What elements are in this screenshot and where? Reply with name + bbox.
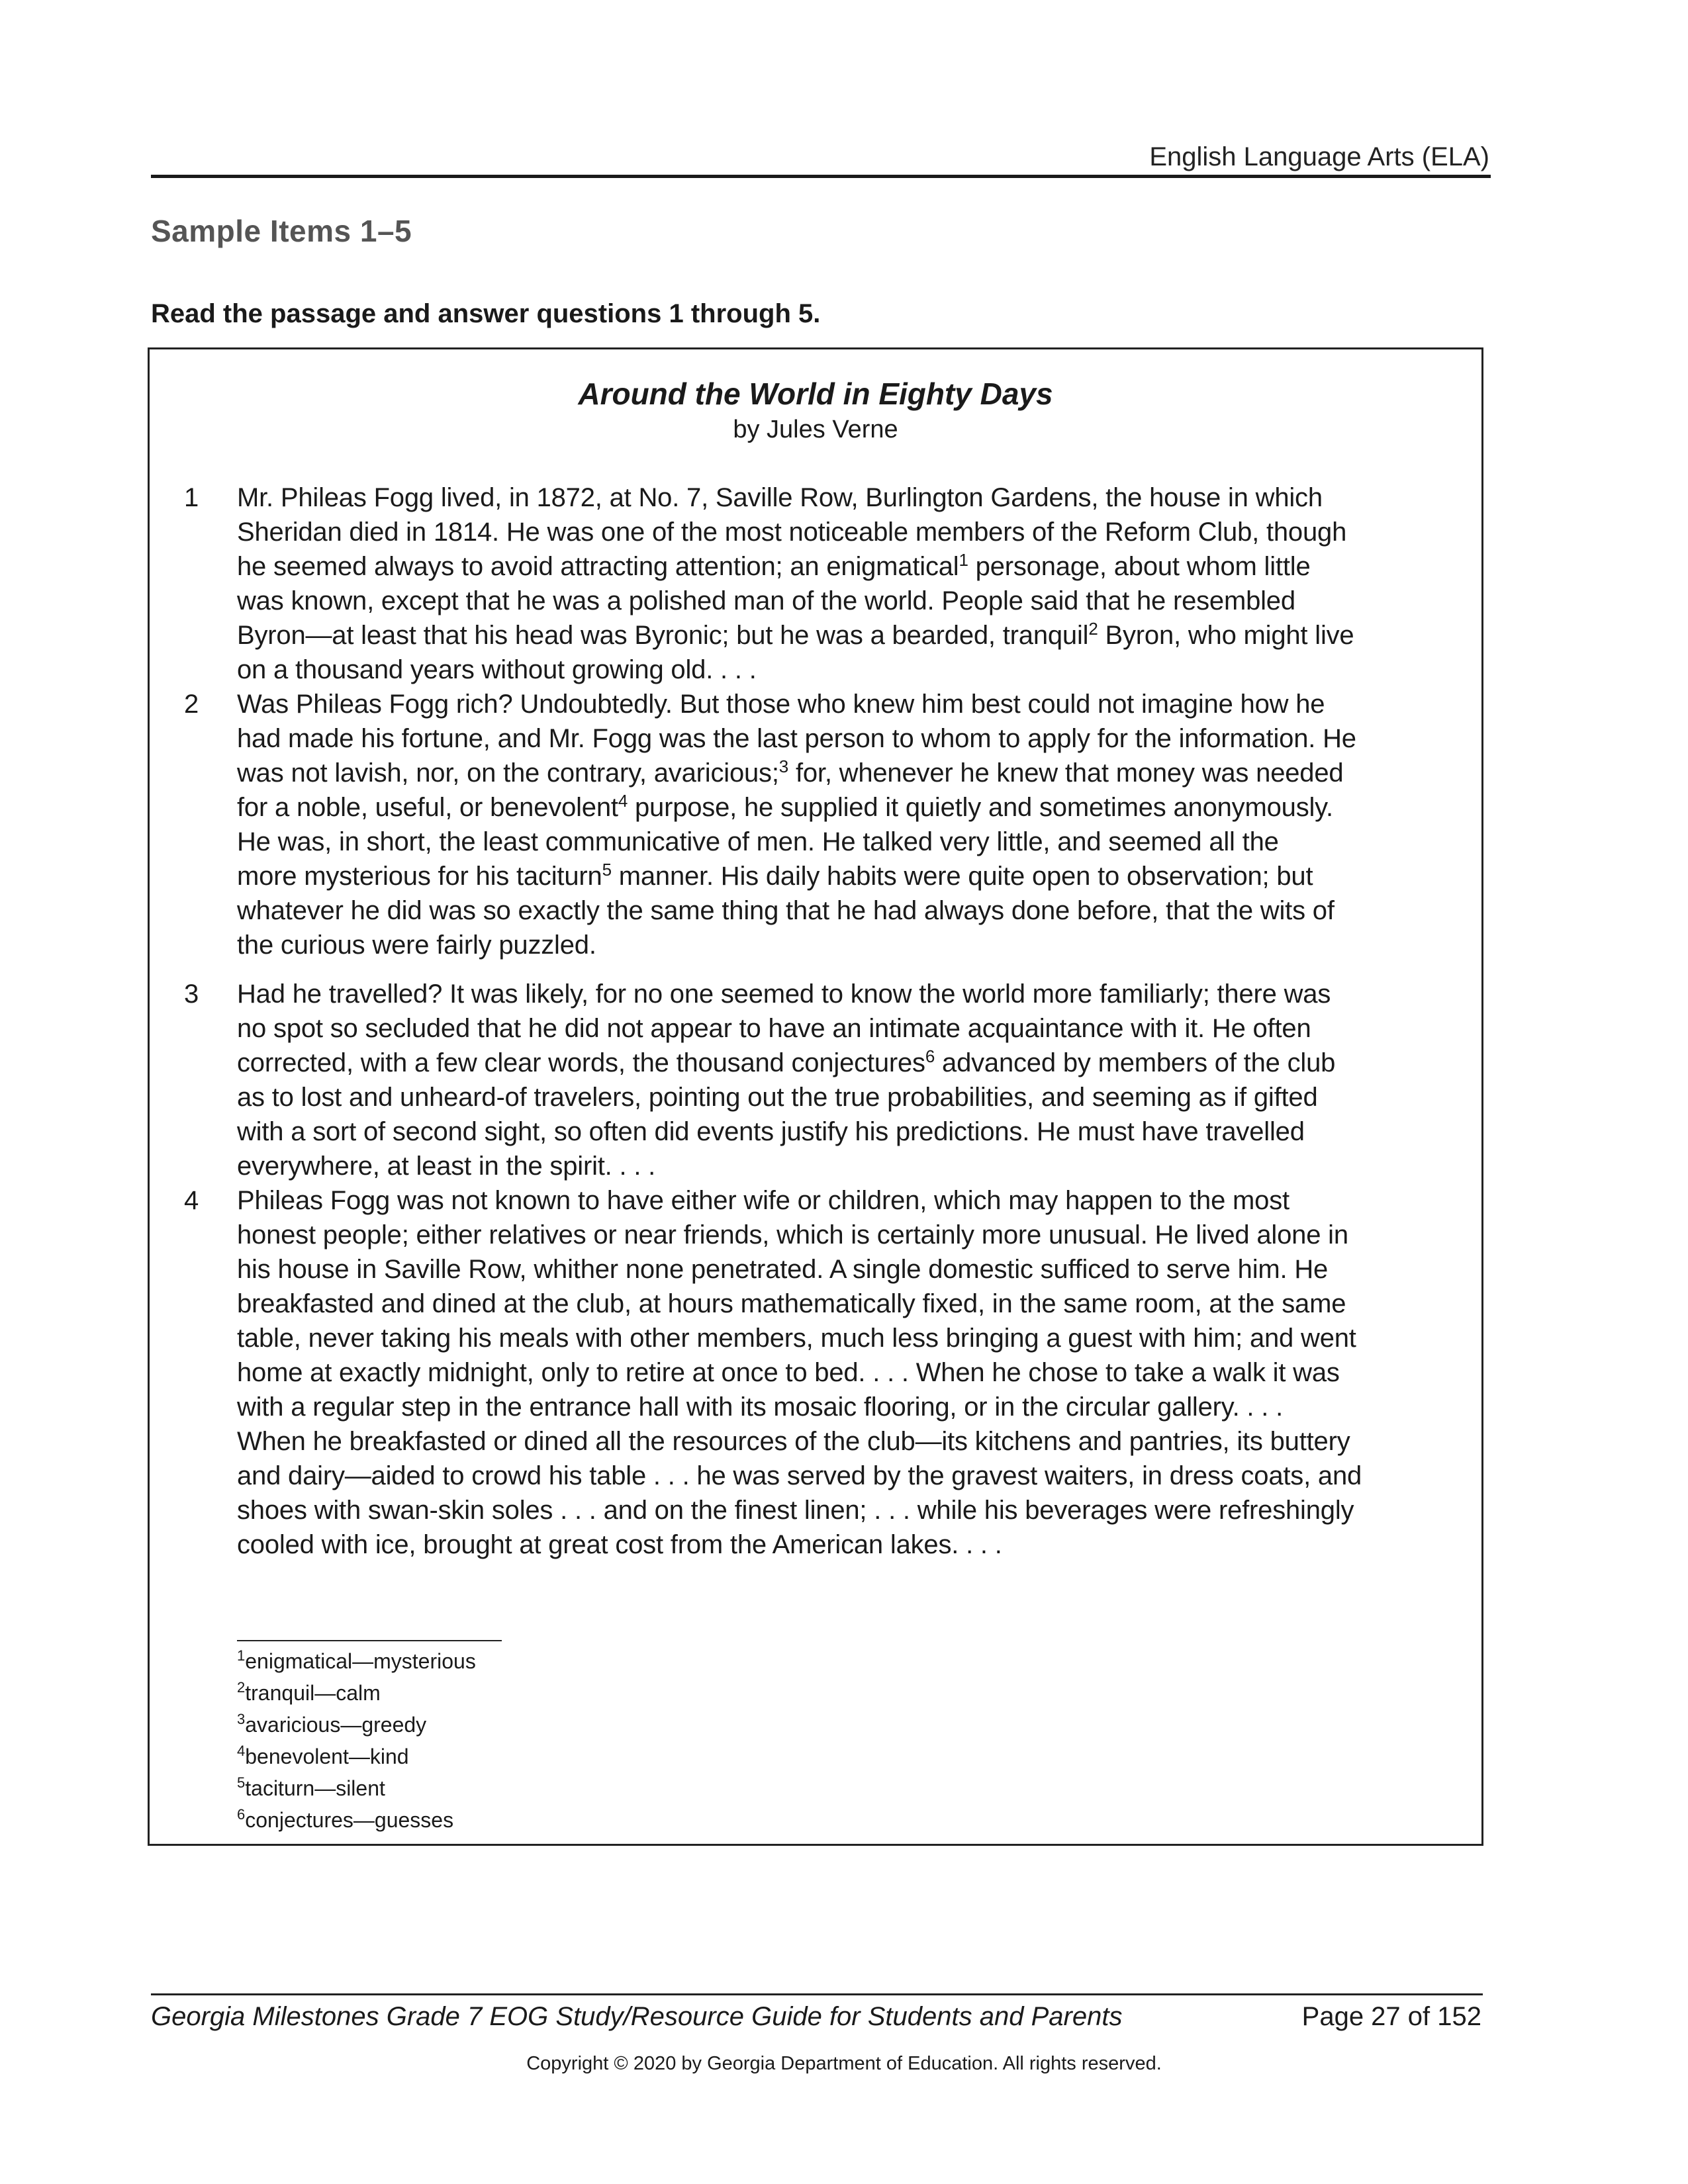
paragraph-line: corrected, with a few clear words, the thousand conjectures$^6$ advanced by members of the club — [237, 1046, 1336, 1077]
footnote-number: 5 — [237, 1774, 246, 1791]
footnote — [237, 1713, 426, 1737]
footnote — [237, 1808, 453, 1833]
footnote-marker: 3 — [778, 756, 789, 776]
footnote — [237, 1776, 385, 1801]
footnote-text: conjectures—guesses — [245, 1808, 454, 1832]
paragraph-line: home at exactly midnight, only to retire at once to bed. . . . When he chose to take a walk it was — [237, 1358, 1340, 1387]
paragraph-number: 4 — [184, 1186, 199, 1215]
paragraph-line: as to lost and unheard-of travelers, pointing out the true probabilities, and seeming as if gifted — [237, 1083, 1318, 1112]
page-number: Page 27 of 152 — [1301, 2002, 1481, 2031]
paragraph-line: Byron—at least that his head was Byronic; but he was a bearded, tranquil$^2$ Byron, who might live — [237, 619, 1354, 650]
section-title: Sample Items 1–5 — [151, 214, 412, 248]
paragraph-line: was known, except that he was a polished man of the world. People said that he resembled — [237, 586, 1295, 615]
paragraph-line: cooled with ice, brought at great cost from the American lakes. . . . — [237, 1530, 1002, 1559]
footnote — [237, 1649, 476, 1674]
paragraph-line: for a noble, useful, or benevolent$^4$ purpose, he supplied it quietly and sometimes anonymously. — [237, 791, 1333, 822]
paragraph-line: Had he travelled? It was likely, for no one seemed to know the world more familiarly; there was — [237, 979, 1331, 1009]
footnote-text: tranquil—calm — [245, 1681, 381, 1705]
paragraph-line: on a thousand years without growing old. . . . — [237, 655, 757, 684]
paragraph-line: more mysterious for his taciturn$^5$ manner. His daily habits were quite open to observation; but — [237, 860, 1313, 891]
header-subject: English Language Arts (ELA) — [1149, 142, 1489, 171]
footnote-text: avaricious—greedy — [245, 1713, 427, 1737]
paragraph-line: whatever he did was so exactly the same thing that he had always done before, that the wits of — [237, 896, 1335, 925]
paragraph-line: shoes with swan-skin soles . . . and on the finest linen; . . . while his beverages were refreshingly — [237, 1496, 1354, 1525]
footnote-text: taciturn—silent — [245, 1776, 385, 1800]
instructions: Read the passage and answer questions 1 through 5. — [151, 299, 821, 328]
paragraph-line: was not lavish, nor, on the contrary, avaricious;$^3$ for, whenever he knew that money was needed — [237, 756, 1344, 788]
footnote-number: 4 — [237, 1743, 246, 1759]
paragraph-line: his house in Saville Row, whither none penetrated. A single domestic sufficed to serve him. He — [237, 1255, 1329, 1284]
paragraph-line: Sheridan died in 1814. He was one of the most noticeable members of the Reform Club, though — [237, 518, 1347, 547]
paragraph-number: 3 — [184, 979, 199, 1009]
paragraph-line: honest people; either relatives or near friends, which is certainly more unusual. He lived alone in — [237, 1220, 1348, 1250]
footnote-number: 3 — [237, 1711, 246, 1727]
copyright: Copyright © 2020 by Georgia Department of Education. All rights reserved. — [526, 2053, 1162, 2074]
footnote — [237, 1681, 381, 1706]
passage-title: Around the World in Eighty Days — [578, 377, 1053, 411]
paragraph-line: no spot so secluded that he did not appear to have an intimate acquaintance with it. He often — [237, 1014, 1311, 1043]
paragraph-line: He was, in short, the least communicative of men. He talked very little, and seemed all the — [237, 827, 1279, 856]
paragraph-line: Was Phileas Fogg rich? Undoubtedly. But those who knew him best could not imagine how he — [237, 690, 1325, 719]
footnote — [237, 1745, 409, 1769]
paragraph-line: and dairy—aided to crowd his table . . . he was served by the gravest waiters, in dress coats, and — [237, 1461, 1362, 1490]
footnote-marker: 2 — [1088, 619, 1098, 639]
paragraph-line: everywhere, at least in the spirit. . . . — [237, 1152, 656, 1181]
paragraph-line: breakfasted and dined at the club, at hours mathematically fixed, in the same room, at the same — [237, 1289, 1346, 1318]
footnote-marker: 1 — [959, 550, 968, 570]
paragraph-number: 1 — [184, 483, 199, 512]
footnote-marker: 6 — [925, 1046, 935, 1066]
footnote-marker: 5 — [602, 860, 612, 880]
footnote-text: enigmatical—mysterious — [245, 1649, 476, 1673]
footnote-text: benevolent—kind — [245, 1745, 409, 1768]
footer-guide-title: Georgia Milestones Grade 7 EOG Study/Resource Guide for Students and Parents — [151, 2002, 1123, 2031]
footnote-number: 2 — [237, 1679, 246, 1696]
footnote-number: 1 — [237, 1647, 246, 1664]
paragraph-line: the curious were fairly puzzled. — [237, 931, 596, 960]
paragraph-line: Mr. Phileas Fogg lived, in 1872, at No. 7, Saville Row, Burlington Gardens, the house in which — [237, 483, 1323, 512]
footnote-number: 6 — [237, 1806, 246, 1823]
paragraph-line: Phileas Fogg was not known to have either wife or children, which may happen to the most — [237, 1186, 1289, 1215]
paragraph-number: 2 — [184, 690, 199, 719]
paragraph-line: with a regular step in the entrance hall with its mosaic flooring, or in the circular gallery. . . . — [237, 1392, 1283, 1422]
paragraph-line: he seemed always to avoid attracting attention; an enigmatical$^1$ personage, about whom little — [237, 550, 1311, 581]
paragraph-line: with a sort of second sight, so often did events justify his predictions. He must have travelled — [237, 1117, 1305, 1146]
footnote-marker: 4 — [618, 791, 628, 811]
passage-author: by Jules Verne — [733, 416, 898, 443]
header-rule — [151, 175, 1491, 178]
footer-rule — [151, 1993, 1483, 1995]
paragraph-line: When he breakfasted or dined all the resources of the club—its kitchens and pantries, its buttery — [237, 1427, 1350, 1456]
paragraph-line: table, never taking his meals with other members, much less bringing a guest with him; and went — [237, 1324, 1356, 1353]
footnote-rule — [237, 1640, 502, 1641]
paragraph-line: had made his fortune, and Mr. Fogg was the last person to whom to apply for the information. He — [237, 724, 1356, 753]
